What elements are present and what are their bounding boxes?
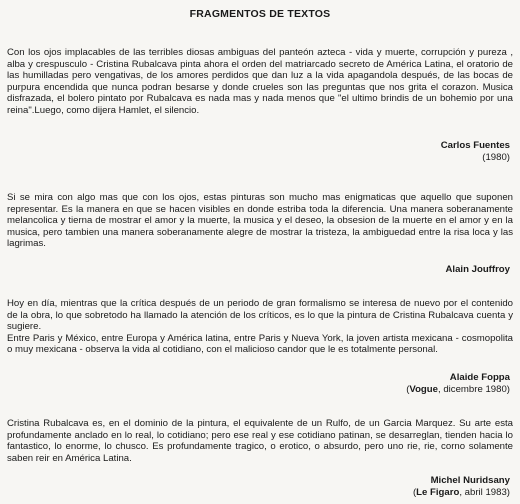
fragment-attribution-nuridsany	[413, 475, 510, 498]
fragment-attribution-fuentes	[441, 140, 510, 163]
fragment-text-jouffroy: Si se mira con algo mas que con los ojos, estas pinturas son mucho mas enigmaticas que aquello que suponen representar. Es la manera en que se hacen visibles en donde estriba toda la diferencia. Una manera soberanamente melancolica y tierna de mostrar el amor y la muerte, la musica y el deseo, la obsesion de la muerte en el amor y en la musica, pero tambien una manera soberanamente alegre de mostrar la tristeza, la ambiguedad entre la risa loca y las lagrimas.	[7, 192, 513, 250]
fragment-attribution-foppa	[406, 372, 510, 395]
fragment-attribution-jouffroy	[446, 264, 511, 276]
fragment-text-foppa: Hoy en día, mientras que la crítica después de un periodo de gran formalismo se interesa de nuevo por el contenido de la obra, lo que sobretodo ha llamado la atención de los críticos, es lo que la pintura de Cristina Rubalcava cuenta y sugiere. Entre Paris y México, entre Europa y América latina, entre Paris y Nueva York, la joven artista mexicana - cosmopolita o muy mexicana - observa la vida al cotidiano, con el malicioso candor que le es totalmente personal.	[7, 298, 513, 356]
author-name: Alain Jouffroy	[445, 264, 510, 275]
author-source: (Vogue, dicembre 1980)	[406, 383, 510, 395]
author-name: Carlos Fuentes	[440, 140, 510, 151]
author-source: (Le Figaro, abril 1983)	[412, 486, 510, 498]
fragment-text-fuentes: Con los ojos implacables de las terribles diosas ambiguas del panteón azteca - vida y muerte, corrupción y pureza , alba y crespusculo - Cristina Rubalcava pinta ahora el orden del matriarcado secreto de América Latina, el oratorio de las humilladas pero vengativas, de los amores perdidos que dan luz a la vida apagandola después, de las bocas de purpura encendida que nunca podran besarse y donde crueles son las preguntas que nos grita el corazon. Musica disfrazada, el bolero pintato por Rubalcava es nada mas y nada menos que "el ultimo brindis de un bohemio por una reina".Luego, como dijera Hamlet, el silencio.	[7, 47, 513, 116]
fragment-text-nuridsany: Cristina Rubalcava es, en el dominio de la pintura, el equivalente de un Rulfo, de un Garcia Marquez. Su arte esta profundamente anclado en lo real, lo cotidiano; pero ese real y ese cotidiano patinan, se desarreglan, tienden hacia lo fantastico, lo enorme, lo chusco. Es profundamente tragico, o erotico, o absurdo, pero uno rie, rie, corno solamente saben reir en América Latina.	[7, 418, 513, 464]
author-source: (1980)	[482, 151, 510, 163]
author-name: Michel Nuridsany	[430, 475, 510, 486]
author-name: Alaide Foppa	[449, 372, 510, 383]
page-title: FRAGMENTOS DE TEXTOS	[189, 8, 331, 20]
